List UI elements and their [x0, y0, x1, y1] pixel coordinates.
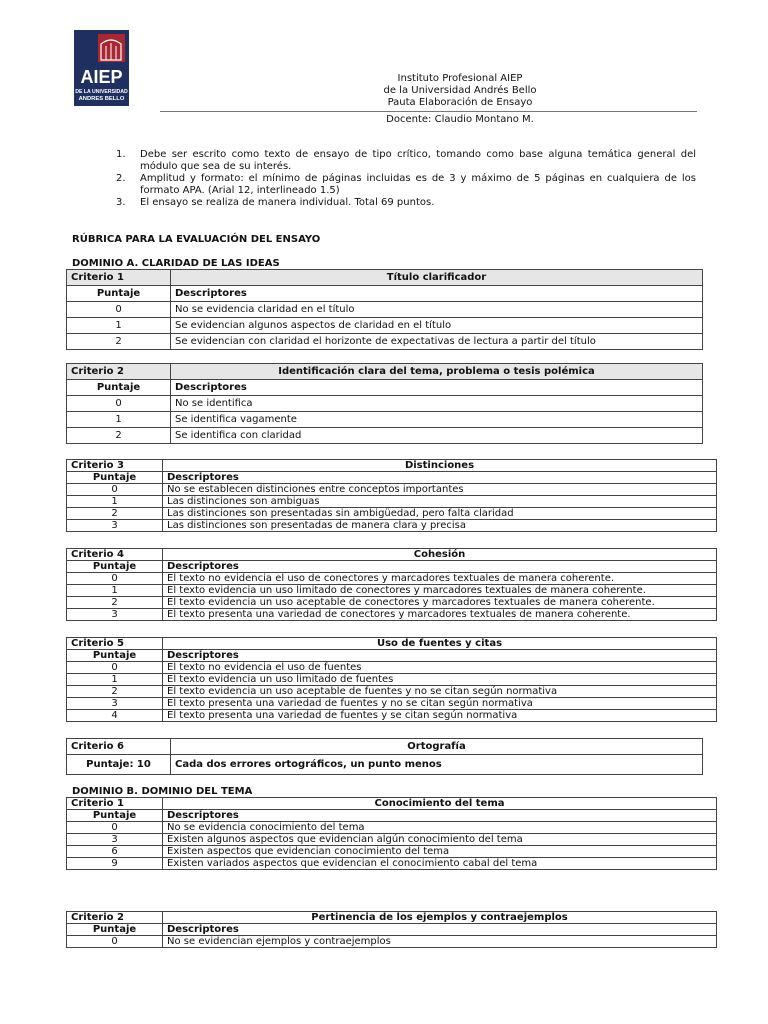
docente-line: Docente: Claudio Montano M. — [386, 114, 534, 125]
score-cell: 0 — [67, 302, 171, 318]
document-header — [160, 73, 760, 109]
criterio-label: Criterio 2 — [67, 364, 171, 380]
descriptor-cell: El texto presenta una variedad de fuentes y se citan según normativa — [163, 710, 717, 722]
score-cell: 2 — [67, 334, 171, 350]
descriptores-header: Descriptores — [163, 924, 717, 936]
descriptor-cell: El texto evidencia un uso limitado de conectores y marcadores textuales de manera coherente. — [163, 585, 717, 597]
score-cell: 0 — [67, 936, 163, 948]
descriptor-cell: El texto evidencia un uso limitado de fuentes — [163, 674, 717, 686]
table-row — [67, 674, 717, 686]
descriptor-cell: Se evidencian algunos aspectos de claridad en el título — [171, 318, 703, 334]
descriptor-cell: Las distinciones son presentadas sin ambigüedad, pero falta claridad — [163, 508, 717, 520]
criterio-title: Cohesión — [163, 549, 717, 561]
svg-text:ANDRES BELLO: ANDRES BELLO — [78, 96, 125, 102]
criterio-table-a6 — [66, 738, 703, 775]
criterio-title: Pertinencia de los ejemplos y contraejemplos — [163, 912, 717, 924]
table-row — [67, 834, 717, 846]
score-cell: 2 — [67, 428, 171, 444]
score-cell: 0 — [67, 484, 163, 496]
descriptores-header: Descriptores — [171, 380, 703, 396]
score-cell: 3 — [67, 520, 163, 532]
score-cell: 3 — [67, 609, 163, 621]
rubric-title: RÚBRICA PARA LA EVALUACIÓN DEL ENSAYO — [72, 234, 321, 245]
instruction-number: 2. — [116, 173, 126, 184]
criterio-label: Criterio 4 — [67, 549, 163, 561]
criterio-table-a5 — [66, 637, 717, 722]
descriptor-cell: Las distinciones son ambiguas — [163, 496, 717, 508]
university-name: de la Universidad Andrés Bello — [383, 85, 537, 96]
svg-text:AIEP: AIEP — [80, 67, 123, 87]
descriptor-cell: El texto no evidencia el uso de fuentes — [163, 662, 717, 674]
score-cell: 1 — [67, 412, 171, 428]
table-row — [67, 334, 703, 350]
criterio-label: Criterio 1 — [67, 270, 171, 286]
descriptor-cell: Se identifica vagamente — [171, 412, 703, 428]
table-row — [67, 597, 717, 609]
score-cell: 0 — [67, 396, 171, 412]
header-divider — [160, 111, 697, 112]
criterio-table-b1 — [66, 797, 717, 870]
table-row — [67, 585, 717, 597]
score-cell: 1 — [67, 496, 163, 508]
descriptor-cell: No se evidencia claridad en el título — [171, 302, 703, 318]
descriptores-header: Descriptores — [163, 650, 717, 662]
table-row — [67, 396, 703, 412]
puntaje-header: Puntaje — [67, 380, 171, 396]
criterio-title: Ortografía — [171, 739, 703, 755]
criterio-title: Conocimiento del tema — [163, 798, 717, 810]
descriptor-cell: Se evidencian con claridad el horizonte de expectativas de lectura a partir del título — [171, 334, 703, 350]
svg-text:DE LA UNIVERSIDAD: DE LA UNIVERSIDAD — [75, 89, 128, 95]
document-title: Pauta Elaboración de Ensayo — [387, 97, 533, 108]
table-row — [67, 484, 717, 496]
puntaje-header: Puntaje — [67, 286, 171, 302]
instruction-item — [116, 197, 696, 209]
domain-a-heading: DOMINIO A. CLARIDAD DE LAS IDEAS — [72, 258, 280, 269]
score-cell: 1 — [67, 674, 163, 686]
score-cell: 3 — [67, 834, 163, 846]
puntaje-header: Puntaje — [67, 650, 163, 662]
instruction-item — [116, 149, 696, 173]
table-row — [67, 609, 717, 621]
score-cell: 0 — [67, 662, 163, 674]
institute-name: Instituto Profesional AIEP — [397, 73, 523, 84]
instructions-list — [116, 149, 696, 209]
descriptor-cell: El texto evidencia un uso aceptable de conectores y marcadores textuales de manera coherente. — [163, 597, 717, 609]
table-row — [67, 318, 703, 334]
criterio-label: Criterio 6 — [67, 739, 171, 755]
descriptor-cell: No se identifica — [171, 396, 703, 412]
instruction-text: Debe ser escrito como texto de ensayo de tipo crítico, tomando como base alguna temática general del módulo que sea de su interés. — [140, 149, 696, 172]
puntaje-header: Puntaje — [67, 472, 163, 484]
criterio-table-a1 — [66, 269, 703, 350]
table-row — [67, 822, 717, 834]
criterio-table-a4 — [66, 548, 717, 621]
score-cell: 2 — [67, 508, 163, 520]
table-row — [67, 662, 717, 674]
descriptor-cell: Las distinciones son presentadas de manera clara y precisa — [163, 520, 717, 532]
criterio-title: Distinciones — [163, 460, 717, 472]
descriptores-header: Descriptores — [171, 286, 703, 302]
table-row — [67, 508, 717, 520]
descriptor-cell: El texto no evidencia el uso de conectores y marcadores textuales de manera coherente. — [163, 573, 717, 585]
descriptores-header: Descriptores — [163, 561, 717, 573]
score-cell: 4 — [67, 710, 163, 722]
criterio-table-b2 — [66, 911, 717, 948]
score-cell: 6 — [67, 846, 163, 858]
table-row — [67, 846, 717, 858]
criterio-label: Criterio 5 — [67, 638, 163, 650]
table-row — [67, 412, 703, 428]
descriptores-header: Descriptores — [163, 472, 717, 484]
score-cell: 1 — [67, 318, 171, 334]
criterio-title: Identificación clara del tema, problema o tesis polémica — [171, 364, 703, 380]
score-cell: 3 — [67, 698, 163, 710]
table-row — [67, 686, 717, 698]
table-row — [67, 302, 703, 318]
score-cell: 9 — [67, 858, 163, 870]
score-cell: 2 — [67, 597, 163, 609]
puntaje-header: Puntaje — [67, 924, 163, 936]
table-row — [67, 698, 717, 710]
criterio-label: Criterio 1 — [67, 798, 163, 810]
instruction-item — [116, 173, 696, 197]
descriptor-cell: No se evidencia conocimiento del tema — [163, 822, 717, 834]
instruction-text: El ensayo se realiza de manera individual. Total 69 puntos. — [140, 197, 435, 208]
aiep-logo — [74, 30, 129, 106]
domain-b-heading: DOMINIO B. DOMINIO DEL TEMA — [72, 786, 253, 797]
instruction-text: Amplitud y formato: el mínimo de páginas incluidas es de 3 y máximo de 5 páginas en cualquiera de los formato APA. (Arial 12, interlineado 1.5) — [140, 173, 696, 196]
descriptor-cell: Existen aspectos que evidencian conocimiento del tema — [163, 846, 717, 858]
puntaje-total: Puntaje: 10 — [67, 755, 171, 775]
score-cell: 0 — [67, 822, 163, 834]
descriptor-cell: No se establecen distinciones entre conceptos importantes — [163, 484, 717, 496]
score-cell: 1 — [67, 585, 163, 597]
criterio-title: Uso de fuentes y citas — [163, 638, 717, 650]
puntaje-header: Puntaje — [67, 810, 163, 822]
descriptor-cell: El texto presenta una variedad de fuentes y no se citan según normativa — [163, 698, 717, 710]
descriptores-header: Descriptores — [163, 810, 717, 822]
criterio-title: Título clarificador — [171, 270, 703, 286]
table-row — [67, 428, 703, 444]
table-row — [67, 936, 717, 948]
table-row — [67, 858, 717, 870]
criterio-table-a2 — [66, 363, 703, 444]
aiep-logo-graphic — [74, 30, 129, 106]
table-row — [67, 710, 717, 722]
criterio-table-a3 — [66, 459, 717, 532]
descriptor-cell: Se identifica con claridad — [171, 428, 703, 444]
criterio-label: Criterio 3 — [67, 460, 163, 472]
criterio-label: Criterio 2 — [67, 912, 163, 924]
instruction-number: 3. — [116, 197, 126, 208]
table-row — [67, 520, 717, 532]
descriptor-cell: El texto evidencia un uso aceptable de fuentes y no se citan según normativa — [163, 686, 717, 698]
descriptor-cell: Cada dos errores ortográficos, un punto menos — [171, 755, 703, 775]
table-row — [67, 573, 717, 585]
score-cell: 0 — [67, 573, 163, 585]
table-row — [67, 496, 717, 508]
score-cell: 2 — [67, 686, 163, 698]
instruction-number: 1. — [116, 149, 126, 160]
descriptor-cell: Existen algunos aspectos que evidencian algún conocimiento del tema — [163, 834, 717, 846]
descriptor-cell: Existen variados aspectos que evidencian el conocimiento cabal del tema — [163, 858, 717, 870]
descriptor-cell: El texto presenta una variedad de conectores y marcadores textuales de manera coherente. — [163, 609, 717, 621]
puntaje-header: Puntaje — [67, 561, 163, 573]
descriptor-cell: No se evidencian ejemplos y contraejemplos — [163, 936, 717, 948]
